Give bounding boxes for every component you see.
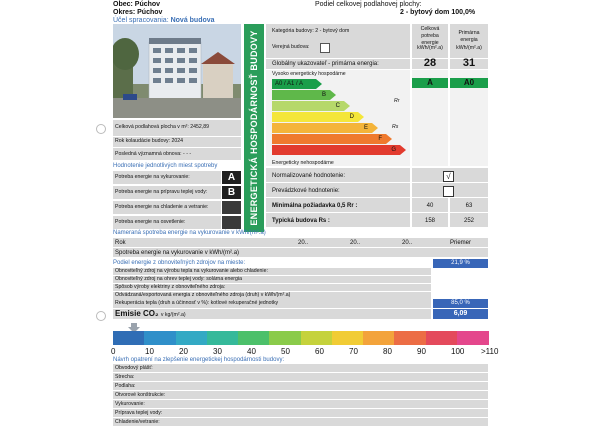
- podiel-label: Podiel celkovej podlahovej plochy:: [315, 1, 422, 8]
- scale-bottom: Energeticky nehospodárne: [272, 160, 334, 166]
- binder-hole: [96, 311, 106, 321]
- rekuperacia-value: 85,0 %: [433, 299, 488, 308]
- scale-tick: 40: [247, 347, 256, 356]
- spotreba-label: Spotreba energie na vykurovanie v kWh/(m².a): [115, 250, 240, 256]
- val2: 31: [462, 57, 476, 69]
- navrh-label: Obvodový plášť:: [115, 365, 153, 371]
- col2-unit: kWh/(m².a): [456, 45, 482, 51]
- hodnotenie-grade: B: [222, 186, 241, 199]
- renewable-line: Odvádzaná/exportovaná energia z obnoviteľného zdroja (druh) v kWh/(m².a): [115, 292, 291, 298]
- prevadzkove-label: Prevádzkové hodnotenie:: [272, 188, 340, 194]
- year-2: 20..: [350, 240, 361, 246]
- scale-bar: E: [272, 123, 372, 133]
- navrh-label: Chladenie/vetranie:: [115, 419, 160, 425]
- scale-tick: 60: [315, 347, 324, 356]
- scale-segment: [301, 331, 333, 345]
- emisie-unit: v kg/(m².a): [160, 312, 186, 318]
- scale-tick: 80: [383, 347, 392, 356]
- navrh-row: [113, 418, 488, 426]
- grade1: A: [412, 78, 448, 88]
- scale-tick: 50: [281, 347, 290, 356]
- category-label: Kategória budovy: 2 - bytový dom: [272, 28, 350, 34]
- typicka-label: Typická budova Rs :: [272, 218, 330, 224]
- hodnotenie-label: Potreba energie na osvetlenie:: [115, 219, 186, 225]
- scale-segment: [394, 331, 426, 345]
- last-change: Posledná významná obnova: - - -: [115, 151, 192, 157]
- marker-rs: Rs: [392, 124, 399, 130]
- scale-bar: C: [272, 101, 344, 111]
- okres-label: Okres: Púchov: [113, 9, 163, 16]
- navrh-row: [113, 373, 488, 381]
- grade2: A0: [450, 78, 488, 88]
- podiel-value: 2 - bytový dom 100,0%: [400, 9, 476, 16]
- emisie-text: Emisie CO₂: [115, 309, 159, 318]
- col2-title: Primárna energia: [458, 30, 480, 43]
- navrh-row: [113, 391, 488, 399]
- scale-tick: 100: [451, 347, 465, 356]
- year-1: 20..: [298, 240, 309, 246]
- floor-area: Celková podlahová plocha v m²: 2452,89: [115, 124, 210, 130]
- scale-tick: 70: [349, 347, 358, 356]
- navrh-label: Strecha:: [115, 374, 135, 380]
- vertical-title: ENERGETICKÁ HOSPODÁRNOSŤ BUDOVY: [249, 30, 259, 226]
- emisie-value: 6,09: [433, 309, 488, 319]
- priemer-label: Priemer: [450, 240, 472, 246]
- vertical-title-band: [244, 24, 264, 232]
- scale-tick: 10: [145, 347, 154, 356]
- emission-scale: [113, 331, 488, 345]
- hodnotenie-label: Potreba energie na chladenie a vetranie:: [115, 204, 209, 210]
- renewable-value: 21,9 %: [433, 259, 488, 268]
- prevadzkove-checkbox: [443, 186, 454, 197]
- scale-segment: [113, 331, 145, 345]
- renewable-title: Podiel energie z obnoviteľných zdrojov na mieste:: [113, 260, 246, 266]
- scale-segment: [332, 331, 364, 345]
- min2: 63: [465, 203, 473, 209]
- year: Rok kolaudácie budovy: 2024: [115, 138, 184, 144]
- scale-tick: 30: [213, 347, 222, 356]
- scale-bar: F: [272, 134, 386, 144]
- normalizovane-label: Normalizované hodnotenie:: [272, 173, 346, 179]
- scale-tick: >110: [481, 347, 499, 356]
- scale-segment: [269, 331, 301, 345]
- hodnotenie-grade: [222, 216, 241, 229]
- rok-label: Rok: [115, 240, 126, 246]
- measured-title: Nameraná spotreba energie na vykurovanie v kWh/(m².a): [113, 230, 266, 236]
- navrh-title: Návrh opatrení na zlepšenie energetickej hospodárnosti budovy:: [113, 357, 285, 363]
- hodnotenie-grade: A: [222, 171, 241, 184]
- typ2: 252: [463, 218, 474, 224]
- navrh-label: Podlaha:: [115, 383, 136, 389]
- navrh-label: Vykurovanie:: [115, 401, 145, 407]
- col1-title: Celková potreba energie: [420, 26, 440, 46]
- hodnotenie-grade: [222, 201, 241, 214]
- col1-unit: kWh/(m².a): [417, 45, 443, 51]
- renewable-line: Spôsob výroby elektriny z obnoviteľného zdroja:: [115, 284, 226, 290]
- marker-rr: Rr: [394, 98, 400, 104]
- binder-hole: [96, 124, 106, 134]
- obec-label: Obec: Púchov: [113, 1, 161, 8]
- scale-segment: [207, 331, 239, 345]
- normalizovane-checkbox: √: [443, 171, 454, 182]
- navrh-label: Otvorové konštrukcie:: [115, 392, 166, 398]
- year-3: 20..: [402, 240, 413, 246]
- scale-segment: [457, 331, 489, 345]
- min1: 40: [426, 203, 434, 209]
- navrh-label: Príprava teplej vody:: [115, 410, 163, 416]
- scale-title: Vysoko energeticky hospodárne: [272, 71, 346, 77]
- building-photo: [113, 24, 241, 118]
- scale-segment: [144, 331, 176, 345]
- navrh-row: [113, 382, 488, 390]
- scale-tick: 20: [179, 347, 188, 356]
- hodnotenie-label: Potreba energie na prípravu teplej vody:: [115, 189, 208, 195]
- val1: 28: [423, 57, 437, 69]
- hodnotenie-title: Hodnotenie jednotlivých miest spotreby: [113, 163, 218, 169]
- emisie-label: [115, 309, 186, 319]
- scale-segment: [426, 331, 458, 345]
- rekuperacia-label: Rekuperácia tepla (druh a účinnosť v %): kotlové rekuperačné jednotky: [115, 300, 279, 306]
- scale-bar: G: [272, 145, 400, 155]
- minimalna-label: Minimálna požiadavka 0,5 Rr :: [272, 203, 358, 209]
- typ1: 158: [424, 218, 435, 224]
- ucel-label: Účel spracovania: Nová budova: [113, 17, 215, 24]
- scale-bar: A0 / A1 / A: [272, 79, 316, 89]
- scale-segment: [363, 331, 395, 345]
- navrh-row: [113, 400, 488, 408]
- scale-segment: [176, 331, 208, 345]
- scale-tick: 0: [111, 347, 116, 356]
- renewable-line: Obnoviteľný zdroj na ohrev teplej vody: solárna energia: [115, 276, 242, 282]
- scale-tick: 90: [417, 347, 426, 356]
- verejna-checkbox: [320, 43, 330, 53]
- renewable-line: Obnoviteľný zdroj na výrobu tepla na vykurovanie alebo chladenie:: [115, 268, 268, 274]
- verejna-label: Verejná budova:: [272, 44, 310, 50]
- navrh-row: [113, 364, 488, 372]
- scale-bar: D: [272, 112, 358, 122]
- scale-bar: B: [272, 90, 330, 100]
- globalny-label: Globálny ukazovateľ - primárna energia:: [272, 61, 379, 67]
- hodnotenie-label: Potreba energie na vykurovanie:: [115, 174, 190, 180]
- scale-segment: [238, 331, 270, 345]
- navrh-row: [113, 409, 488, 417]
